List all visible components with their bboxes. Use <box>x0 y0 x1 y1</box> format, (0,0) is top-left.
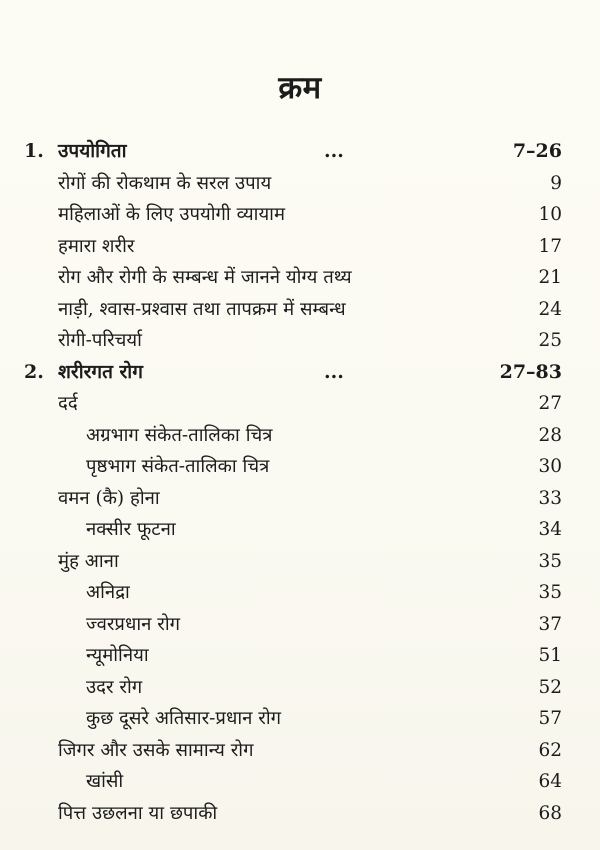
leader-dots: ... <box>324 140 344 162</box>
page-range: 27–83 <box>499 360 562 383</box>
toc-subentry-row[interactable] <box>24 451 562 483</box>
page-number: 21 <box>538 267 562 288</box>
entry-title: महिलाओं के लिए उपयोगी व्यायाम <box>58 204 286 225</box>
entry-title: रोग और रोगी के सम्बन्ध में जानने योग्य तथ्य <box>58 267 352 288</box>
toc-subentry-row[interactable] <box>24 514 562 546</box>
toc-subentry-row[interactable] <box>24 766 562 798</box>
page-number: 51 <box>538 645 562 666</box>
page-number: 35 <box>538 582 562 603</box>
entry-title: मुंह आना <box>58 550 119 572</box>
entry-title: पृष्ठभाग संकेत-तालिका चित्र <box>86 456 270 477</box>
page-number: 9 <box>550 172 562 194</box>
entry-title: अग्रभाग संकेत-तालिका चित्र <box>86 424 273 446</box>
page-number: 28 <box>538 424 562 446</box>
page-number: 52 <box>538 676 562 698</box>
entry-title: नाड़ी, श्वास-प्रश्वास तथा तापक्रम में सम्बन्ध <box>58 298 346 320</box>
toc-entry-row[interactable] <box>24 199 562 231</box>
entry-title: दर्द <box>58 393 78 414</box>
entry-title: हमारा शरीर <box>58 235 135 257</box>
toc-entry-row[interactable] <box>24 325 562 357</box>
toc-entry-row[interactable] <box>24 798 562 830</box>
page-number: 68 <box>538 802 562 824</box>
table-of-contents <box>24 136 562 829</box>
page-range: 7–26 <box>512 140 562 162</box>
entry-title: नक्सीर फूटना <box>86 519 176 540</box>
toc-subentry-row[interactable] <box>24 609 562 641</box>
toc-entry-row[interactable] <box>24 168 562 200</box>
section-number: 2. <box>24 360 44 383</box>
page-number: 64 <box>538 771 562 792</box>
toc-section-row[interactable] <box>24 357 562 389</box>
entry-title: कुछ दूसरे अतिसार-प्रधान रोग <box>86 708 282 729</box>
entry-title: जिगर और उसके सामान्य रोग <box>58 739 254 761</box>
entry-title: अनिद्रा <box>86 582 130 603</box>
entry-title: रोगों की रोकथाम के सरल उपाय <box>58 172 272 194</box>
page-number: 33 <box>538 487 562 509</box>
page-number: 30 <box>538 456 562 477</box>
page-number: 62 <box>538 739 562 761</box>
entry-title: उदर रोग <box>86 676 143 698</box>
section-title: शरीरगत रोग <box>58 360 143 383</box>
page-number: 35 <box>538 550 562 572</box>
entry-title: वमन (कै) होना <box>58 487 160 509</box>
toc-entry-row[interactable] <box>24 546 562 578</box>
toc-entry-row[interactable] <box>24 294 562 326</box>
toc-entry-row[interactable] <box>24 483 562 515</box>
section-title: उपयोगिता <box>58 140 127 162</box>
page-number: 25 <box>538 330 562 351</box>
toc-subentry-row[interactable] <box>24 703 562 735</box>
page-title: क्रम <box>278 70 322 106</box>
page-number: 10 <box>538 204 562 225</box>
page-number: 24 <box>538 298 562 320</box>
page-number: 34 <box>538 519 562 540</box>
toc-subentry-row[interactable] <box>24 420 562 452</box>
page-number: 17 <box>538 235 562 257</box>
toc-section-row[interactable] <box>24 136 562 168</box>
entry-title: पित्त उछलना या छपाकी <box>58 802 218 824</box>
toc-subentry-row[interactable] <box>24 577 562 609</box>
toc-entry-row[interactable] <box>24 388 562 420</box>
page-number: 37 <box>538 613 562 635</box>
entry-title: ज्वरप्रधान रोग <box>86 613 181 635</box>
page-number: 27 <box>538 393 562 414</box>
leader-dots: ... <box>324 360 344 383</box>
toc-entry-row[interactable] <box>24 735 562 767</box>
toc-entry-row[interactable] <box>24 262 562 294</box>
toc-entry-row[interactable] <box>24 231 562 263</box>
entry-title: रोगी-परिचर्या <box>58 330 142 351</box>
toc-subentry-row[interactable] <box>24 672 562 704</box>
toc-subentry-row[interactable] <box>24 640 562 672</box>
entry-title: खांसी <box>86 771 124 792</box>
page-number: 57 <box>538 708 562 729</box>
entry-title: न्यूमोनिया <box>86 645 149 666</box>
section-number: 1. <box>24 140 44 162</box>
